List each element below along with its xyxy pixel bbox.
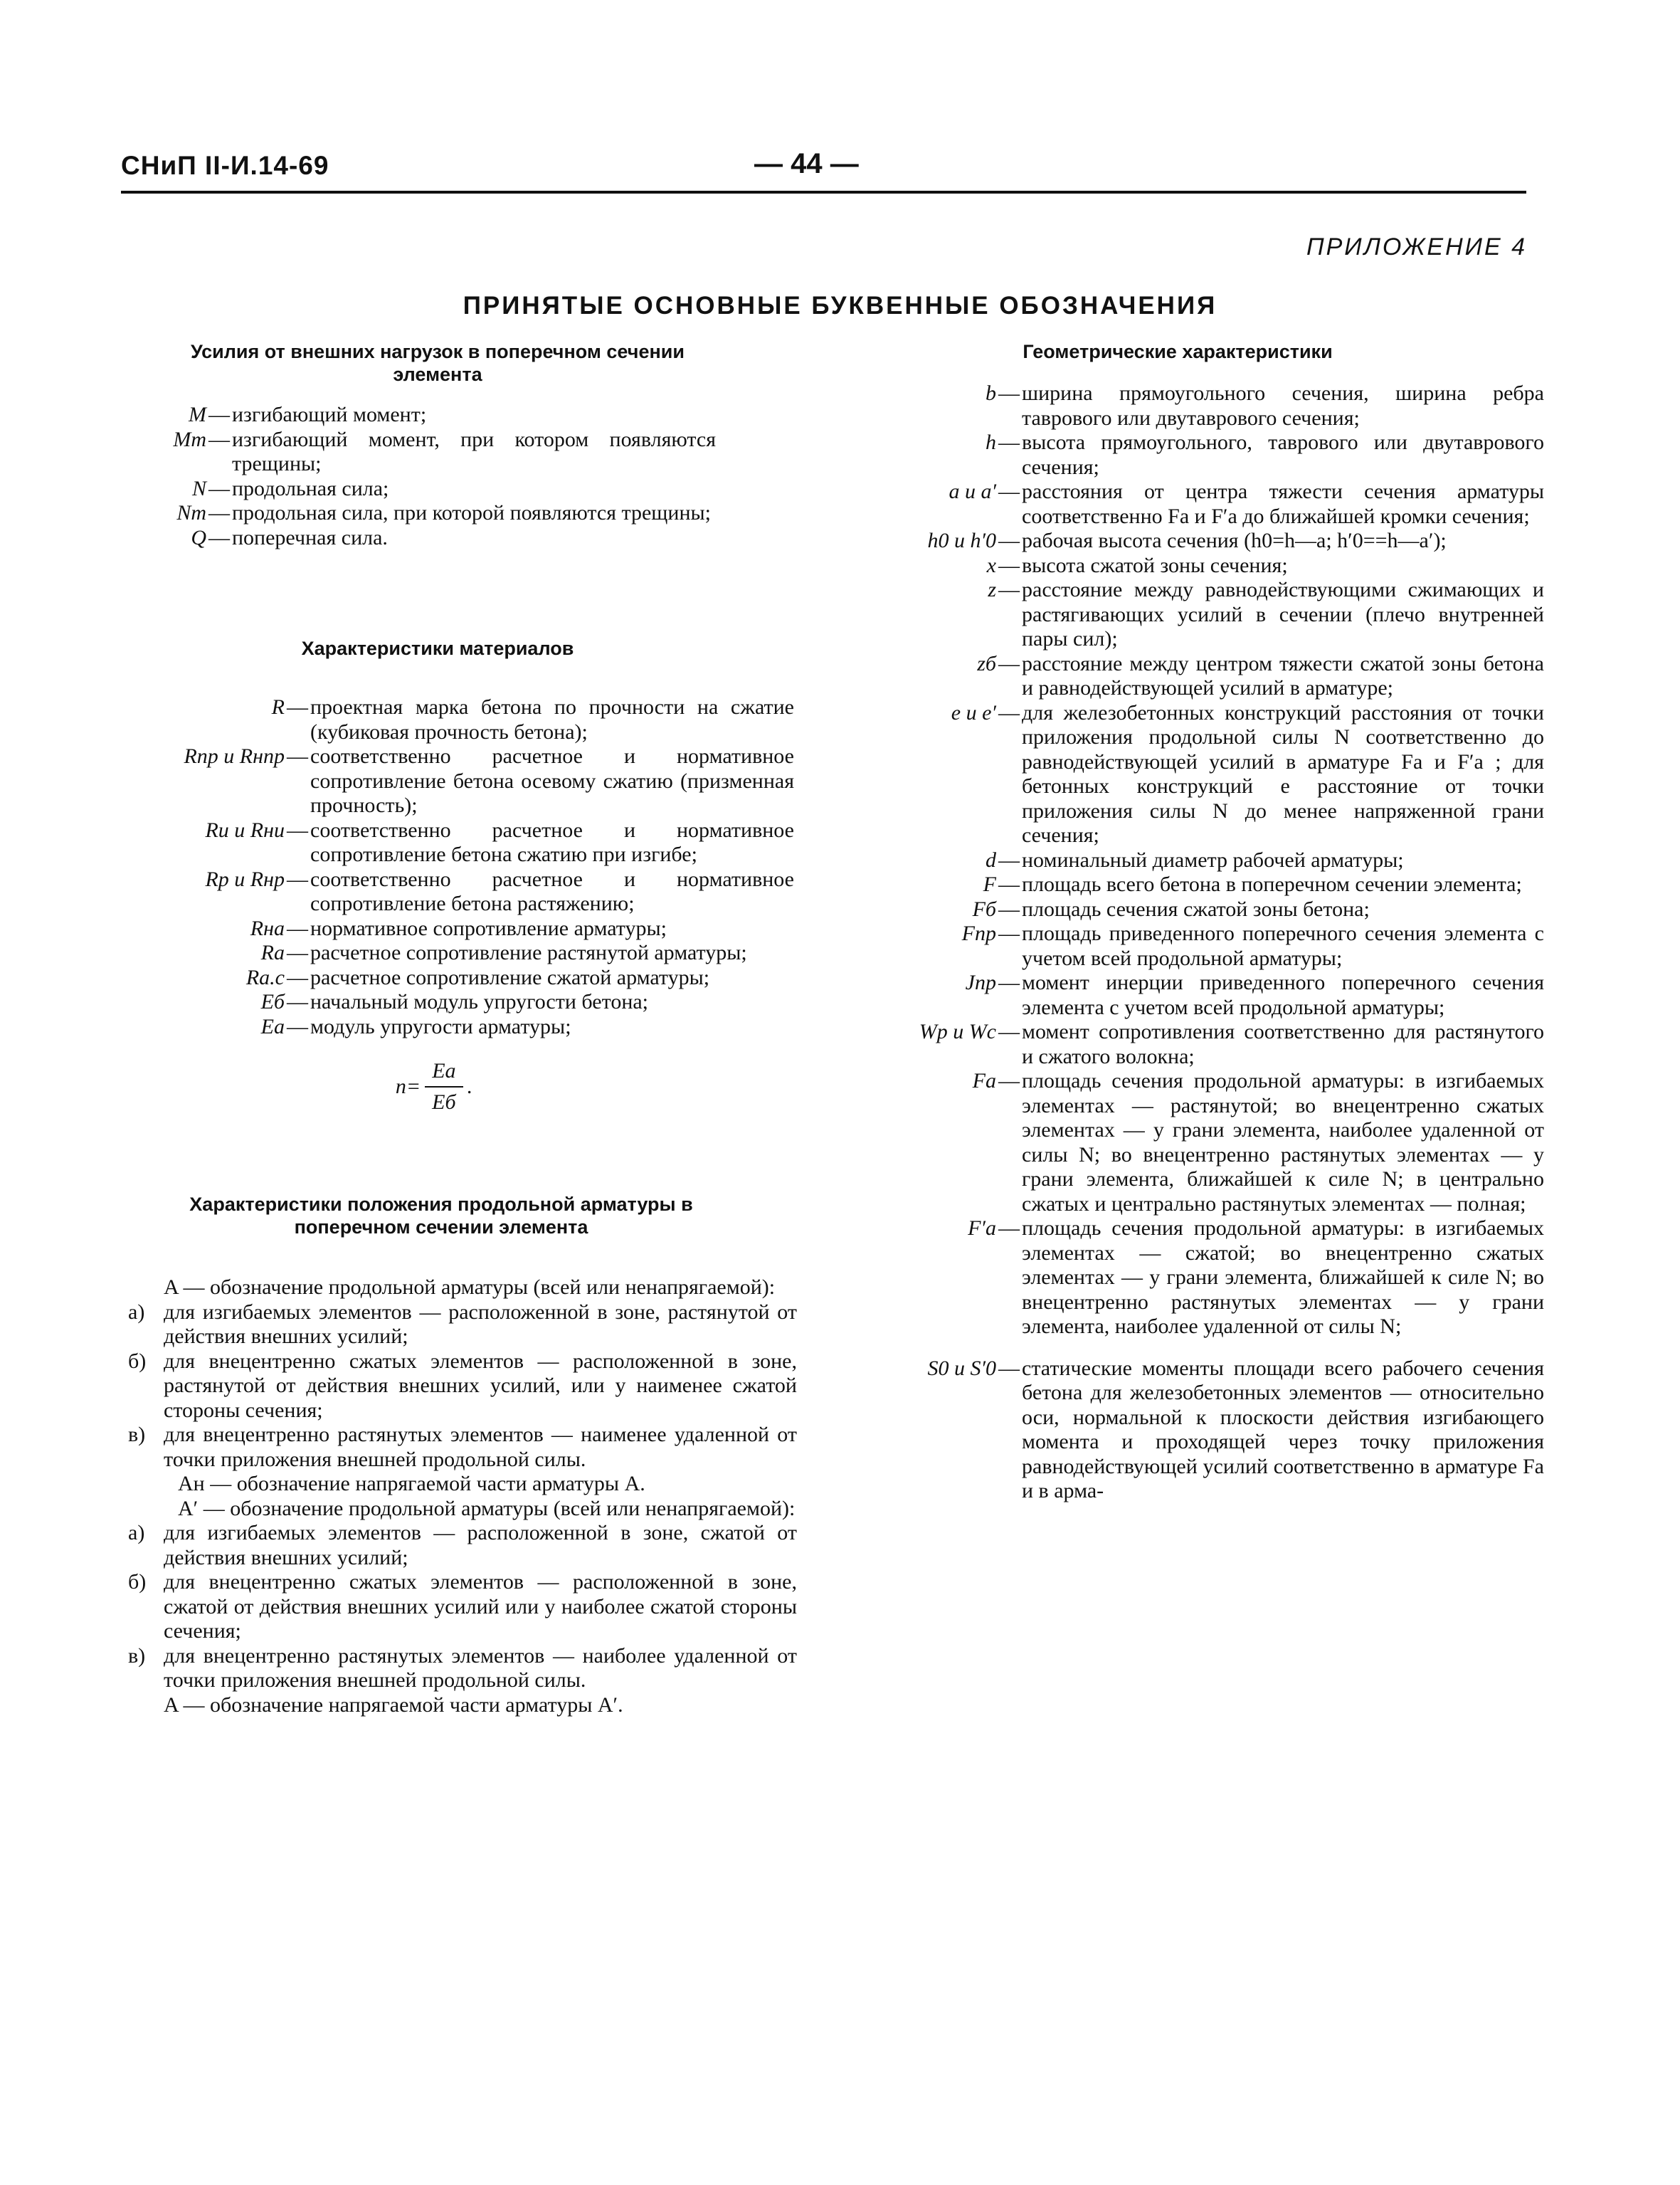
list-text: для внецентренно растянутых элементов — наименее удаленной от точки приложения внешней продольной силы. bbox=[164, 1423, 797, 1471]
list-item bbox=[128, 1423, 797, 1472]
formula-denominator: Eб bbox=[432, 1090, 456, 1114]
definition-entry: Rпр и Rнпр — соответственно расчетное и нормативное сопротивление бетона осевому сжатию (призменная прочность); bbox=[128, 744, 825, 818]
definition-text: высота сжатой зоны сечения; bbox=[1022, 553, 1288, 577]
list-item bbox=[128, 1521, 797, 1570]
list-marker: б) bbox=[128, 1349, 147, 1373]
definition-text: номинальный диаметр рабочей арматуры; bbox=[1022, 848, 1404, 872]
forces-list bbox=[128, 403, 825, 550]
symbol: zб bbox=[977, 651, 996, 675]
document-code: СНиП II-И.14-69 bbox=[121, 151, 329, 180]
definition-entry: Rна — нормативное сопротивление арматуры; bbox=[128, 917, 825, 942]
symbol: Eб bbox=[260, 990, 285, 1013]
prestressed-part-line-2: A — обозначение напрягаемой части арматуры A′. bbox=[164, 1692, 623, 1717]
definition-entry: F′а — площадь сечения продольной арматуры: в изгибаемых элементах — сжатой; во внецентренно сжатых элементах — у грани элемента, ближайшей к силе N; во внецентренно растянутых элементах — у грани элемента, наиболее удаленной от силы N; bbox=[882, 1216, 1544, 1339]
prestressed-part-line: Aн — обозначение напрягаемой части арматуры A. bbox=[178, 1472, 645, 1495]
definition-text: проектная марка бетона по прочности на сжатие (кубиковая прочность бетона); bbox=[310, 695, 794, 744]
symbol: Rр и Rнр bbox=[205, 867, 285, 891]
definition-text: площадь приведенного поперечного сечения элемента с учетом всей продольной арматуры; bbox=[1022, 922, 1544, 970]
reinforcement-block bbox=[128, 1275, 825, 1300]
definition-entry: Jпр — момент инерции приведенного поперечного сечения элемента с учетом всей продольной арматуры; bbox=[882, 971, 1544, 1020]
definition-entry: h0 и h′0 — рабочая высота сечения (h0=h—a; h′0==h—a′); bbox=[882, 529, 1544, 554]
formula-fraction bbox=[425, 1059, 463, 1115]
definition-text: продольная сила, при которой появляются трещины; bbox=[232, 501, 711, 525]
symbol: M bbox=[189, 403, 206, 426]
definition-text: момент сопротивления соответственно для растянутого и сжатого волокна; bbox=[1022, 1020, 1544, 1068]
symbol: Rпр и Rнпр bbox=[184, 744, 285, 768]
definition-entry: d — номинальный диаметр рабочей арматуры; bbox=[882, 848, 1544, 873]
list-marker: в) bbox=[128, 1423, 146, 1446]
definition-entry: e и e′ — для железобетонных конструкций расстояния от точки приложения продольной силы N соответственно до равнодействующей усилий в арматуре Fa и F′a ; для бетонных конструкций e расстояние от точки приложения силы N до менее напряженной грани сечения; bbox=[882, 701, 1544, 848]
definition-entry: N — продольная сила; bbox=[128, 477, 825, 502]
symbol: Rна bbox=[250, 916, 285, 940]
reinforcement-intro-a-prime: A′ — обозначение продольной арматуры (всей или ненапрягаемой): bbox=[178, 1496, 796, 1520]
definition-text: соответственно расчетное и нормативное сопротивление бетона сжатию при изгибе; bbox=[310, 818, 794, 866]
left-column bbox=[128, 340, 825, 1717]
symbol: z bbox=[988, 578, 996, 601]
definition-entry: Fа — площадь сечения продольной арматуры: в изгибаемых элементах — растянутой; во внецентренно сжатых элементах — у грани элемента, наиболее удаленной от силы N; во внецентренно растянутых элементах — у грани элемента, ближайшей к силе N; в центрально сжатых и центрально растянутых элементах — полная; bbox=[882, 1069, 1544, 1216]
definition-text: площадь всего бетона в поперечном сечении элемента; bbox=[1022, 873, 1522, 896]
definition-text: для железобетонных конструкций расстояния от точки приложения продольной силы N соответственно до равнодействующей усилий в арматуре Fa и F′a ; для бетонных конструкций e расстояние от точки приложения силы N до менее напряженной грани сечения; bbox=[1022, 700, 1544, 847]
list-item bbox=[128, 1644, 797, 1693]
definition-text: соответственно расчетное и нормативное сопротивление бетона осевому сжатию (призменная прочность); bbox=[310, 744, 794, 817]
reinforcement-list-a bbox=[128, 1300, 825, 1473]
definition-text: расчетное сопротивление сжатой арматуры; bbox=[310, 965, 710, 989]
appendix-label: ПРИЛОЖЕНИЕ 4 bbox=[1306, 233, 1527, 260]
definition-text: площадь сечения продольной арматуры: в изгибаемых элементах — растянутой; во внецентренно сжатых элементах — у грани элемента, наиболее удаленной от силы N; во внецентренно растянутых элементах — у грани элемента, ближайшей к силе N; в центрально сжатых и центрально растянутых элементах — полная; bbox=[1022, 1069, 1544, 1216]
list-marker: а) bbox=[128, 1521, 145, 1544]
materials-list bbox=[128, 695, 825, 1039]
modulus-ratio-formula bbox=[128, 1059, 825, 1115]
definition-text: поперечная сила. bbox=[232, 525, 388, 549]
definition-entry: Rи и Rни — соответственно расчетное и нормативное сопротивление бетона сжатию при изгибе; bbox=[128, 818, 825, 868]
symbol: S0 и S′0 bbox=[927, 1356, 996, 1380]
symbol: e и e′ bbox=[951, 700, 996, 725]
page-number: — 44 — bbox=[754, 148, 859, 179]
definition-entry: Rр и Rнр — соответственно расчетное и нормативное сопротивление бетона растяжению; bbox=[128, 868, 825, 917]
symbol: Rа.с bbox=[245, 965, 285, 989]
page-title: ПРИНЯТЫЕ ОСНОВНЫЕ БУКВЕННЫЕ ОБОЗНАЧЕНИЯ bbox=[463, 292, 1217, 320]
definition-text: высота прямоугольного, таврового или двутаврового сечения; bbox=[1022, 431, 1544, 479]
symbol: Fб bbox=[972, 897, 996, 921]
definition-text: модуль упругости арматуры; bbox=[310, 1014, 571, 1038]
definition-text: рабочая высота сечения (h0=h—a; h′0==h—a′); bbox=[1022, 529, 1447, 552]
symbol: x bbox=[986, 553, 996, 577]
reinforcement-list-a-prime bbox=[128, 1521, 825, 1693]
symbol: Eа bbox=[260, 1014, 285, 1038]
definition-text: расстояние между центром тяжести сжатой зоны бетона и равнодействующей усилий в арматуре; bbox=[1022, 651, 1544, 700]
definition-entry: h — высота прямоугольного, таврового или двутаврового сечения; bbox=[882, 431, 1544, 480]
list-item bbox=[128, 1349, 797, 1423]
list-marker: б) bbox=[128, 1570, 147, 1594]
definition-text: расстояние между равнодействующими сжимающих и растягивающих усилий в сечении (плечо внутренней пары сил); bbox=[1022, 578, 1544, 651]
definition-entry: Wр и Wс — момент сопротивления соответственно для растянутого и сжатого волокна; bbox=[882, 1020, 1544, 1069]
list-text: для внецентренно растянутых элементов — наиболее удаленной от точки приложения внешней продольной силы. bbox=[164, 1643, 797, 1692]
symbol: Fпр bbox=[961, 922, 996, 945]
definition-entry: Fб — площадь сечения сжатой зоны бетона; bbox=[882, 897, 1544, 922]
right-column bbox=[882, 340, 1544, 1504]
definition-text: продольная сила; bbox=[232, 476, 389, 500]
definition-text: статические моменты площади всего рабочего сечения бетона для железобетонных элементов — относительно оси, нормальной к плоскости действия изгибающего момента и проходящей через точку приложения равнодействующей усилий соответственно в арматуре Fа и в арма- bbox=[1022, 1356, 1544, 1502]
list-marker: а) bbox=[128, 1300, 145, 1324]
definition-entry: Mт — изгибающий момент, при котором появляются трещины; bbox=[128, 428, 825, 477]
symbol: Q bbox=[191, 525, 206, 549]
reinforcement-block-3 bbox=[128, 1693, 825, 1718]
section-title-reinforcement: Характеристики положения продольной арматуры в поперечном сечении элемента bbox=[189, 1194, 693, 1238]
definition-text: площадь сечения сжатой зоны бетона; bbox=[1022, 897, 1370, 921]
section-title-materials: Характеристики материалов bbox=[301, 638, 574, 659]
definition-entry: M — изгибающий момент; bbox=[128, 403, 825, 428]
definition-entry: R — проектная марка бетона по прочности на сжатие (кубиковая прочность бетона); bbox=[128, 695, 825, 744]
definition-entry: F — площадь всего бетона в поперечном сечении элемента; bbox=[882, 873, 1544, 897]
reinforcement-intro-a: A — обозначение продольной арматуры (всей или ненапрягаемой): bbox=[164, 1275, 776, 1299]
formula-numerator: Eа bbox=[425, 1059, 463, 1088]
symbol: F′а bbox=[968, 1216, 996, 1240]
definition-entry: Q — поперечная сила. bbox=[128, 526, 825, 551]
symbol: Rи и Rни bbox=[205, 818, 285, 842]
geometry-list bbox=[882, 381, 1544, 1504]
definition-entry: Eб — начальный модуль упругости бетона; bbox=[128, 990, 825, 1015]
definition-entry: Eа — модуль упругости арматуры; bbox=[128, 1015, 825, 1040]
list-text: для внецентренно сжатых элементов — расположенной в зоне, сжатой от действия внешних усилий или у наиболее сжатой стороны сечения; bbox=[164, 1570, 797, 1643]
symbol: Rа bbox=[260, 941, 285, 964]
definition-entry: Rа — расчетное сопротивление растянутой арматуры; bbox=[128, 941, 825, 966]
symbol: Jпр bbox=[965, 971, 996, 994]
definition-text: изгибающий момент, при котором появляются трещины; bbox=[232, 427, 716, 475]
list-text: для внецентренно сжатых элементов — расположенной в зоне, растянутой от действия внешних усилий, или у наименее сжатой стороны сечения; bbox=[164, 1349, 797, 1422]
symbol: Wр и Wс bbox=[919, 1020, 996, 1043]
symbol: b bbox=[986, 381, 996, 405]
section-title-geometry: Геометрические характеристики bbox=[1023, 341, 1333, 362]
definition-text: соответственно расчетное и нормативное сопротивление бетона растяжению; bbox=[310, 867, 794, 915]
definition-entry: a и a′ — расстояния от центра тяжести сечения арматуры соответственно Fa и F′a до ближайшей кромки сечения; bbox=[882, 480, 1544, 529]
formula-lhs: n= bbox=[395, 1075, 421, 1098]
symbol: F bbox=[983, 873, 996, 896]
definition-text: расчетное сопротивление растянутой арматуры; bbox=[310, 941, 747, 964]
symbol: a и a′ bbox=[949, 480, 996, 503]
definition-text: площадь сечения продольной арматуры: в изгибаемых элементах — сжатой; во внецентренно сжатых элементах — у грани элемента, ближайшей к силе N; во внецентренно растянутых элементах — у грани элемента, наиболее удаленной от силы N; bbox=[1022, 1216, 1544, 1338]
definition-text: нормативное сопротивление арматуры; bbox=[310, 916, 667, 940]
symbol: d bbox=[986, 848, 996, 872]
symbol: N bbox=[191, 476, 206, 500]
symbol: Nт bbox=[176, 501, 206, 525]
list-item bbox=[128, 1300, 797, 1349]
definition-entry: b — ширина прямоугольного сечения, ширина ребра таврового или двутаврового сечения; bbox=[882, 381, 1544, 431]
list-text: для изгибаемых элементов — расположенной в зоне, сжатой от действия внешних усилий; bbox=[164, 1521, 797, 1569]
symbol: R bbox=[271, 695, 285, 719]
symbol: Fа bbox=[972, 1069, 996, 1092]
reinforcement-block-2 bbox=[128, 1472, 825, 1521]
symbol: h0 и h′0 bbox=[927, 529, 996, 552]
definition-text: расстояния от центра тяжести сечения арматуры соответственно Fa и F′a до ближайшей кромки сечения; bbox=[1022, 480, 1544, 528]
definition-entry: z — расстояние между равнодействующими сжимающих и растягивающих усилий в сечении (плечо внутренней пары сил); bbox=[882, 578, 1544, 652]
definition-entry: S0 и S′0 — статические моменты площади всего рабочего сечения бетона для железобетонных элементов — относительно оси, нормальной к плоскости действия изгибающего момента и проходящей через точку приложения равнодействующей усилий соответственно в арматуре Fа и в арма- bbox=[882, 1357, 1544, 1504]
list-text: для изгибаемых элементов — расположенной в зоне, растянутой от действия внешних усилий; bbox=[164, 1300, 797, 1348]
section-title-forces: Усилия от внешних нагрузок в поперечном сечении элемента bbox=[191, 341, 685, 385]
definition-entry: zб — расстояние между центром тяжести сжатой зоны бетона и равнодействующей усилий в арматуре; bbox=[882, 652, 1544, 701]
symbol: h bbox=[986, 431, 996, 454]
definition-entry: Nт — продольная сила, при которой появляются трещины; bbox=[128, 501, 825, 526]
definition-text: ширина прямоугольного сечения, ширина ребра таврового или двутаврового сечения; bbox=[1022, 381, 1544, 430]
definition-entry: Rа.с — расчетное сопротивление сжатой арматуры; bbox=[128, 966, 825, 991]
definition-text: начальный модуль упругости бетона; bbox=[310, 990, 649, 1013]
definition-text: момент инерции приведенного поперечного сечения элемента с учетом всей продольной арматуры; bbox=[1022, 971, 1544, 1019]
symbol: Mт bbox=[173, 427, 206, 451]
formula-end: . bbox=[467, 1075, 473, 1098]
list-marker: в) bbox=[128, 1643, 146, 1668]
definition-entry: x — высота сжатой зоны сечения; bbox=[882, 554, 1544, 579]
definition-entry: Fпр — площадь приведенного поперечного сечения элемента с учетом всей продольной арматуры; bbox=[882, 922, 1544, 971]
header-rule bbox=[121, 191, 1526, 194]
definition-text: изгибающий момент; bbox=[232, 403, 427, 426]
list-item bbox=[128, 1570, 797, 1644]
